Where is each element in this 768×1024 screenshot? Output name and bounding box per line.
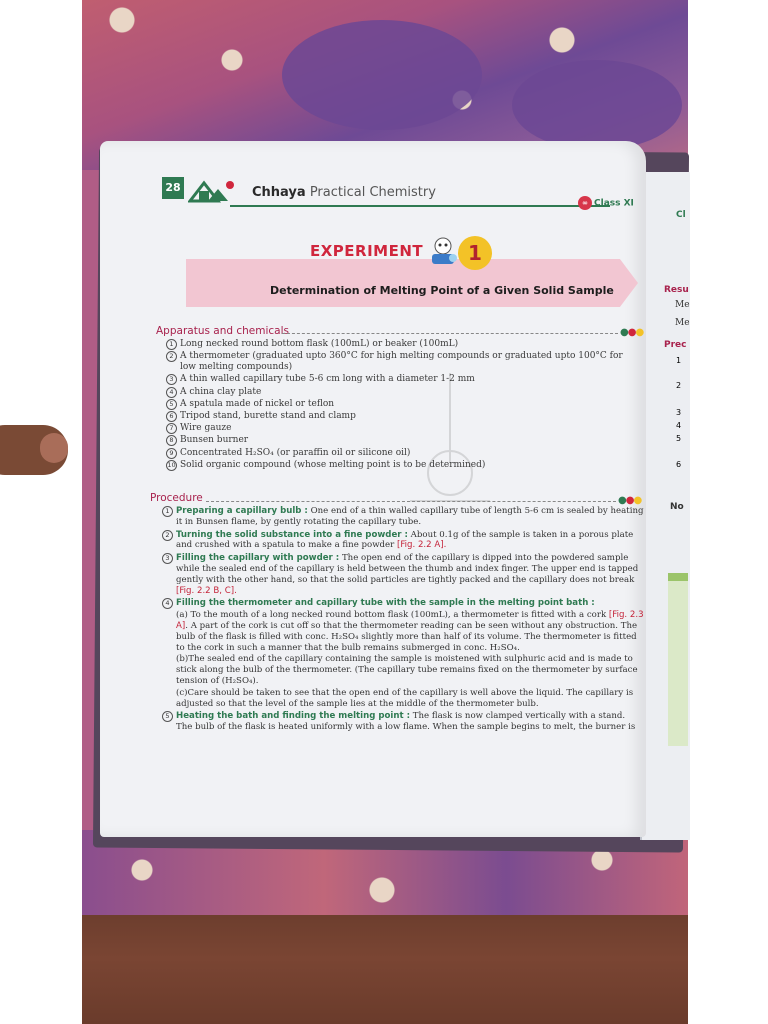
procedure-heading: Procedure: [150, 492, 203, 504]
item-text: A thin walled capillary tube 5-6 cm long with a diameter 1-2 mm: [180, 374, 475, 385]
step-text: The open end of the capillary is dipped into the powdered sample while the sealed end of the capillary is held between the thumb and index finger. The upper end is tapped gently with the other hand, so that the solid particles are tightly packed and the capillary does not break: [176, 553, 639, 585]
figure-reference: [Fig. 2.2 A].: [396, 540, 447, 551]
procedure-list: [158, 506, 644, 735]
class-badge: [578, 196, 634, 210]
section-rule: [206, 501, 616, 502]
item-number: 5: [166, 399, 177, 410]
floor: [82, 915, 688, 1024]
step-text: The flask is now clamped vertically with a stand. The bulb of the flask is heated uniformly with a low flame. When the sample begins to melt, the burner is: [176, 711, 636, 733]
step-number: 4: [162, 598, 173, 609]
fingernail: [40, 433, 68, 463]
brand-light: Practical Chemistry: [309, 185, 436, 200]
list-item: [166, 460, 636, 471]
header-rule: [230, 205, 610, 207]
experiment-number: 1: [458, 236, 492, 270]
item-number: 6: [166, 411, 177, 422]
sub-step: [176, 654, 644, 686]
procedure-step: [158, 506, 644, 528]
list-item: [166, 411, 636, 422]
right-page-table: [668, 573, 688, 746]
item-text: A thermometer (graduated upto 360°C for high melting compounds or graduated upto 100°C for low melting compounds): [180, 351, 623, 373]
procedure-step: [158, 553, 644, 596]
section-rule: [282, 333, 618, 334]
page-number: 28: [162, 177, 184, 199]
item-text: A china clay plate: [180, 386, 262, 397]
step-text: One end of a thin walled capillary tube of length 5-6 cm is sealed by heating it in Bunsen flame, by gently rotating the capillary tube.: [176, 506, 644, 527]
item-text: Tripod stand, burette stand and clamp: [180, 410, 356, 421]
right-page-note: No: [670, 502, 684, 512]
brand-title: [252, 185, 436, 200]
fabric-pattern: [512, 60, 682, 150]
right-page-num: 3: [676, 408, 682, 417]
step-number: 5: [162, 711, 173, 722]
list-item: [166, 374, 636, 385]
step-number: 2: [162, 530, 173, 541]
right-page-top: Cl: [676, 210, 686, 220]
right-page-num: 5: [676, 434, 682, 443]
step-heading: Preparing a capillary bulb :: [176, 506, 308, 516]
item-text: Concentrated H₂SO₄ (or paraffin oil or silicone oil): [180, 447, 411, 458]
list-item: [166, 435, 636, 446]
sub-step: [176, 688, 644, 710]
procedure-step: [158, 711, 644, 733]
item-text: Solid organic compound (whose melting point is to be determined): [180, 459, 486, 470]
right-page-result: Resu: [664, 285, 689, 295]
list-item: [166, 387, 636, 398]
title-banner: [186, 259, 638, 307]
step-heading: Heating the bath and finding the melting point :: [176, 711, 411, 722]
right-page-num: 4: [676, 421, 682, 430]
item-number: 7: [166, 423, 177, 434]
figure-reference: [Fig. 2.2 B, C].: [176, 585, 237, 596]
decorative-dots-icon: ●●●: [618, 495, 642, 506]
step-number: 1: [162, 506, 173, 517]
item-number: 10: [167, 460, 176, 469]
item-text: Bunsen burner: [180, 435, 249, 446]
item-number: 4: [166, 387, 177, 398]
class-badge-label: Class XI: [594, 198, 634, 209]
house-logo-icon: [188, 177, 234, 203]
sub-step-text: (b)The sealed end of the capillary containing the sample is moistened with sulphuric acid and is made to stick along the bulb of the thermometer. (The capillary tube remains fixed on the thermometer by surface tension of (H₂SO₄).: [176, 654, 638, 686]
list-item: [166, 423, 636, 434]
figure-reference: [Fig. 2.3 A]: [176, 610, 644, 631]
item-text: Long necked round bottom flask (100mL) or beaker (100mL): [180, 339, 459, 349]
brand-bold: Chhaya: [252, 185, 306, 200]
list-item: [166, 399, 636, 410]
right-page-num: 2: [676, 381, 682, 390]
item-number: 2: [166, 351, 177, 362]
decorative-dots-icon: ●●●: [620, 327, 644, 338]
step-heading: Filling the thermometer and capillary tube with the sample in the melting point bath :: [176, 598, 595, 609]
step-heading: Filling the capillary with powder :: [176, 553, 340, 564]
item-number: 1: [166, 339, 177, 350]
sub-step-text: (c)Care should be taken to see that the open end of the capillary is well above the liquid. The capillary is adjusted so that the level of the sample lies at the middle of the thermometer bulb.: [176, 687, 634, 709]
item-text: A spatula made of nickel or teflon: [180, 398, 335, 409]
experiment-title: Determination of Melting Point of a Given Solid Sample: [270, 284, 614, 297]
right-page-m1: Me: [675, 300, 690, 310]
sub-step-text: . A part of the cork is cut off so that the thermometer reading can be seen without any obstruction. The bulb of the flask is filled with conc. H₂SO₄ slightly more than half of its volume. The thermometer is fitted to the cork in such a manner that the bulb remains submerged in conc. H₂SO₄.: [176, 620, 638, 653]
step-text: About 0.1g of the sample is taken in a porous plate and crushed with a spatula to make a fine powder: [176, 529, 634, 551]
item-number: 8: [166, 435, 177, 446]
list-item: [166, 339, 636, 350]
scientist-mascot-icon: [426, 234, 460, 268]
list-item: [166, 448, 636, 459]
right-page-precautions: Prec: [664, 340, 687, 350]
book-page: [100, 141, 646, 837]
item-text: Wire gauze: [180, 423, 232, 434]
item-number: 9: [166, 448, 177, 459]
apparatus-list: [166, 339, 636, 472]
experiment-label: EXPERIMENT: [310, 242, 424, 260]
right-page-m2: Me: [675, 318, 690, 328]
sub-step-text: (a) To the mouth of a long necked round bottom flask (100mL), a thermometer is fitted with a cork: [176, 610, 609, 621]
item-number: 3: [166, 374, 177, 385]
right-page-num: 6: [676, 460, 682, 469]
class-badge-icon: ∞: [578, 196, 592, 210]
step-heading: Turning the solid substance into a fine powder :: [176, 529, 408, 540]
procedure-step: [158, 598, 644, 709]
list-item: [166, 351, 636, 373]
fabric-pattern: [282, 20, 482, 130]
apparatus-heading: Apparatus and chemicals: [156, 325, 289, 337]
right-page-num: 1: [676, 356, 682, 365]
step-number: 3: [162, 553, 173, 564]
sub-step: [176, 610, 644, 653]
procedure-step: [158, 530, 644, 552]
